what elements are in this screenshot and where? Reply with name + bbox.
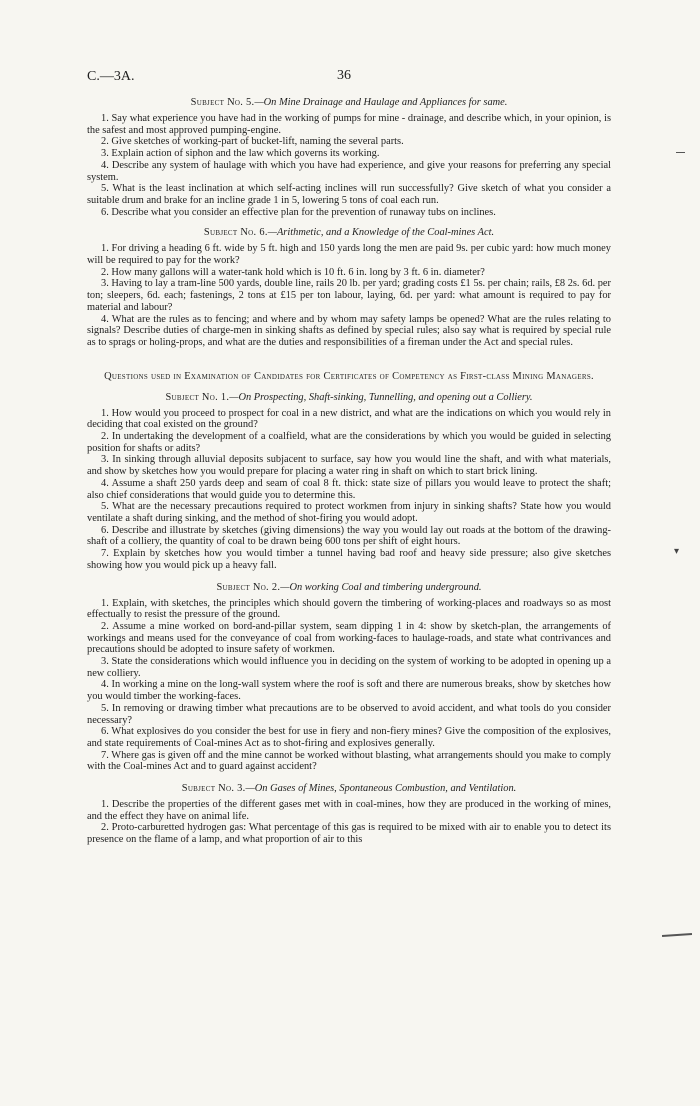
question: 4. What are the rules as to fencing; and where and by whom may safety lamps be opened? What are the rules relating to signals? Describe duties of charge-men in sinking shafts as defined by special rules; also say what is required by special rule as to sprags or holing-props, and what are the duties and responsibilities of a fireman under the Act and special rules.: [87, 313, 611, 348]
subject-5-heading: Subject No. 5.—On Mine Drainage and Haulage and Appliances for same.: [190, 97, 508, 108]
subject-6-heading: Subject No. 6.—Arithmetic, and a Knowledge of the Coal-mines Act.: [203, 227, 495, 239]
question: 1. How would you proceed to prospect for coal in a new district, and what are the indications on which you would rely in deciding that coal existed on the ground?: [87, 407, 611, 431]
question: 1. Explain, with sketches, the principles which should govern the timbering of working-places and roadways so as most effectually to resist the pressure of the ground.: [87, 597, 611, 621]
question: 4. Describe any system of haulage with which you have had experience, and give your reasons for preferring any special system.: [87, 159, 611, 183]
question: 1. For driving a heading 6 ft. wide by 5 ft. high and 150 yards long the men are paid 9s. per cubic yard: how much money will be required to pay for the work?: [87, 243, 611, 267]
question: 3. State the considerations which would influence you in deciding on the system of working to be adopted in opening up a new colliery.: [87, 656, 611, 679]
question: 6. What explosives do you consider the best for use in fiery and non-fiery mines? Give the composition of the explosives, and state requirements of Coal-mines Act as to shot-firing and explosives generally.: [87, 726, 611, 749]
subject-1-heading: Subject No. 1.—On Prospecting, Shaft-sinking, Tunnelling, and opening out a Colliery.: [165, 391, 533, 403]
question: 2. Proto-carburetted hydrogen gas: What percentage of this gas is required to be mixed with air to enable you to detect its presence on the flame of a lamp, and what proportion of air to this: [87, 822, 611, 846]
question: 4. In working a mine on the long-wall system where the roof is soft and there are numerous breaks, show by sketches how you would timber the working-faces.: [87, 679, 611, 703]
question: 3. In sinking through alluvial deposits subjacent to surface, say how you would line the shaft, and with what materials, and show by sketches how you would prepare for placing a water ring in shaft on which to start brick lining.: [87, 454, 611, 478]
question: 7. Where gas is given off and the mine cannot be worked without blasting, what arrangements should you make to comply with the Coal-mines Act and to guard against accident?: [87, 749, 611, 773]
question: 7. Explain by sketches how you would timber a tunnel having bad roof and heavy side pressure; also give sketches showing how you would pick up a heavy fall.: [87, 548, 611, 571]
question: 2. In undertaking the development of a coalfield, what are the considerations by which you would be guided in selecting position for shafts or adits?: [87, 431, 611, 454]
subject-3-heading: Subject No. 3.—On Gases of Mines, Spontaneous Combustion, and Ventilation.: [181, 783, 517, 795]
margin-arrow-mark: ▾: [674, 546, 680, 557]
question: 1. Describe the properties of the different gases met with in coal-mines, how they are produced in the working of mines, and the effect they have on animal life.: [87, 799, 611, 822]
question: 2. Assume a mine worked on bord-and-pillar system, seam dipping 1 in 4: show by sketch-plan, the arrangements of workings and means used for the conveyance of coal from working-faces to haulage-roads, and state what contrivances and precautions should be adopted to insure safety of workmen.: [87, 620, 611, 656]
question: 4. Assume a shaft 250 yards deep and seam of coal 8 ft. thick: state size of pillars you would leave to protect the shaft; also chief considerations that would guide you to determine this.: [87, 477, 611, 501]
question: 6. Describe and illustrate by sketches (giving dimensions) the way you would lay out roads at the bottom of the drawing-shaft of a colliery, the quantity of coal to be drawn being 600 tons per shift of eight hours.: [87, 524, 611, 548]
question: 2. Give sketches of working-part of bucket-lift, naming the several parts.: [101, 136, 404, 148]
margin-dash-mark: [676, 152, 685, 153]
document-page: [87, 66, 611, 846]
question: 3. Explain action of siphon and the law which governs its working.: [101, 148, 380, 160]
question: 5. What are the necessary precautions required to protect workmen from injury in sinking shafts? State how you would ventilate a shaft during sinking, and the method of shot-firing you would adopt.: [87, 501, 611, 524]
subject-2-heading: Subject No. 2.—On working Coal and timbering underground.: [216, 581, 482, 593]
question: 2. How many gallons will a water-tank hold which is 10 ft. 6 in. long by 3 ft. 6 in. diameter?: [101, 266, 485, 278]
question: 5. In removing or drawing timber what precautions are to be observed to avoid accident, and what tools do you consider necessary?: [87, 702, 611, 726]
section-title: Questions used in Examination of Candidates for Certificates of Competency as First-class Mining Managers.: [104, 370, 594, 382]
page-header: [87, 66, 611, 90]
question: 1. Say what experience you have had in the working of pumps for mine - drainage, and describe which, in your opinion, is the safest and most approved pumping-engine.: [87, 113, 611, 136]
question: 5. What is the least inclination at which self-acting inclines will run successfully? Give sketch of what you consider a suitable drum and brake for an incline grade 1 in 5, lowering 5 tons of coal each run.: [87, 183, 611, 206]
margin-pen-mark: [662, 933, 692, 937]
question: 6. Describe what you consider an effective plan for the prevention of runaway tubs on inclines.: [101, 206, 496, 218]
question: 3. Having to lay a tram-line 500 yards, double line, rails 20 lb. per yard; grading costs £1 5s. per chain; rails, £8 2s. 6d. per ton; sleepers, 6d. each; fastenings, 2 tons at £15 per ton labour, laying, 6d. per yard: what amount is required to pay for material and labour?: [87, 278, 611, 313]
document-code: C.—3A.: [87, 69, 135, 84]
page-number: 36: [337, 68, 351, 83]
